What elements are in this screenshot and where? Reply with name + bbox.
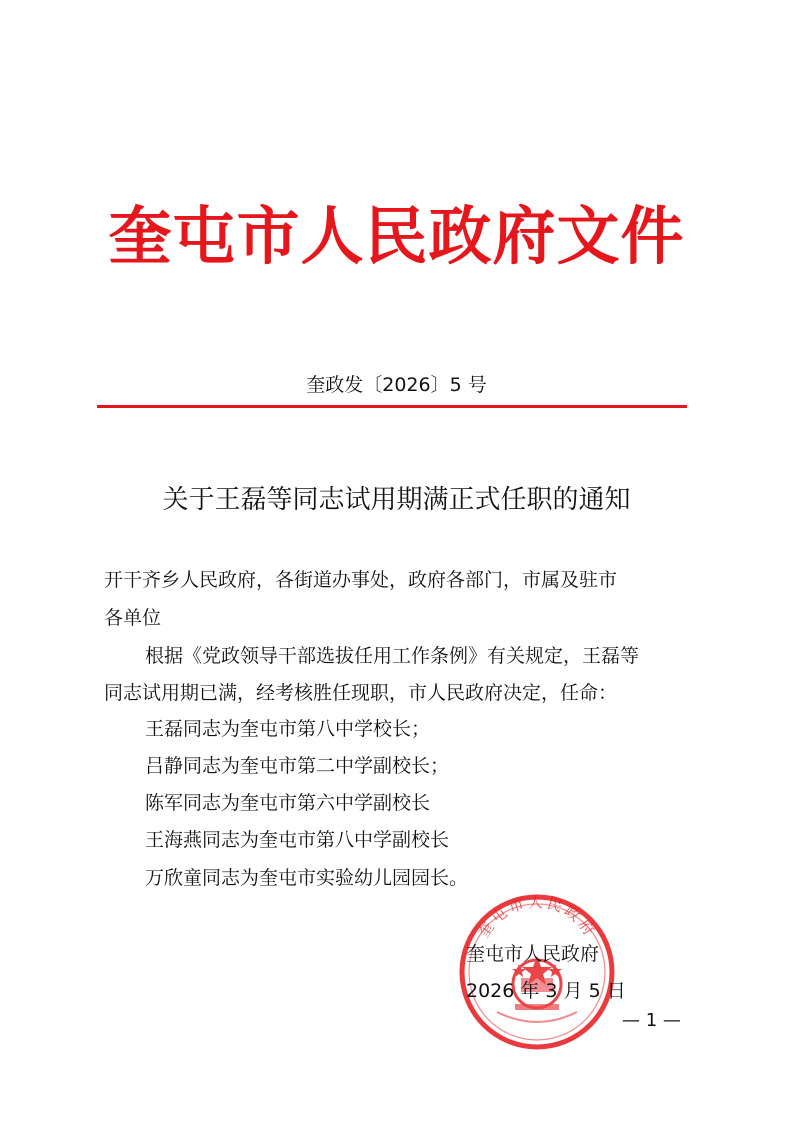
intro-line-1: 根据《党政领导干部选拔任用工作条例》有关规定，王磊等: [145, 645, 640, 667]
signing-authority: 奎屯市人民政府: [466, 943, 600, 965]
document-number: 奎政发〔2026〕5 号: [306, 374, 487, 396]
seal-lettering: 奎屯市人民政府: [474, 893, 600, 942]
recipients-line-1: 开干齐乡人民政府，各街道办事处，政府各部门，市属及驻市: [104, 569, 618, 591]
appointment-item: 王海燕同志为奎屯市第八中学副校长: [145, 829, 450, 851]
recipients-line-2: 各单位: [104, 607, 162, 629]
signing-date: 2026 年 3 月 5 日: [466, 980, 626, 1002]
official-seal-stamp: [457, 892, 617, 1052]
page-number: — 1 —: [622, 1010, 681, 1031]
intro-line-2: 同志试用期已满，经考核胜任现职，市人民政府决定，任命：: [104, 682, 618, 704]
appointment-item: 陈军同志为奎屯市第六中学副校长: [145, 792, 431, 814]
svg-text:奎屯市人民政府: [474, 893, 600, 941]
issuer-header-title: 奎屯市人民政府文件: [108, 199, 685, 273]
appointment-item: 王磊同志为奎屯市第八中学校长；: [145, 718, 431, 740]
appointment-item: 吕静同志为奎屯市第二中学副校长；: [145, 755, 450, 777]
document-title: 关于王磊等同志试用期满正式任职的通知: [162, 485, 631, 515]
red-divider-line: [97, 405, 687, 408]
appointment-item: 万欣童同志为奎屯市实验幼儿园园长。: [145, 867, 469, 889]
